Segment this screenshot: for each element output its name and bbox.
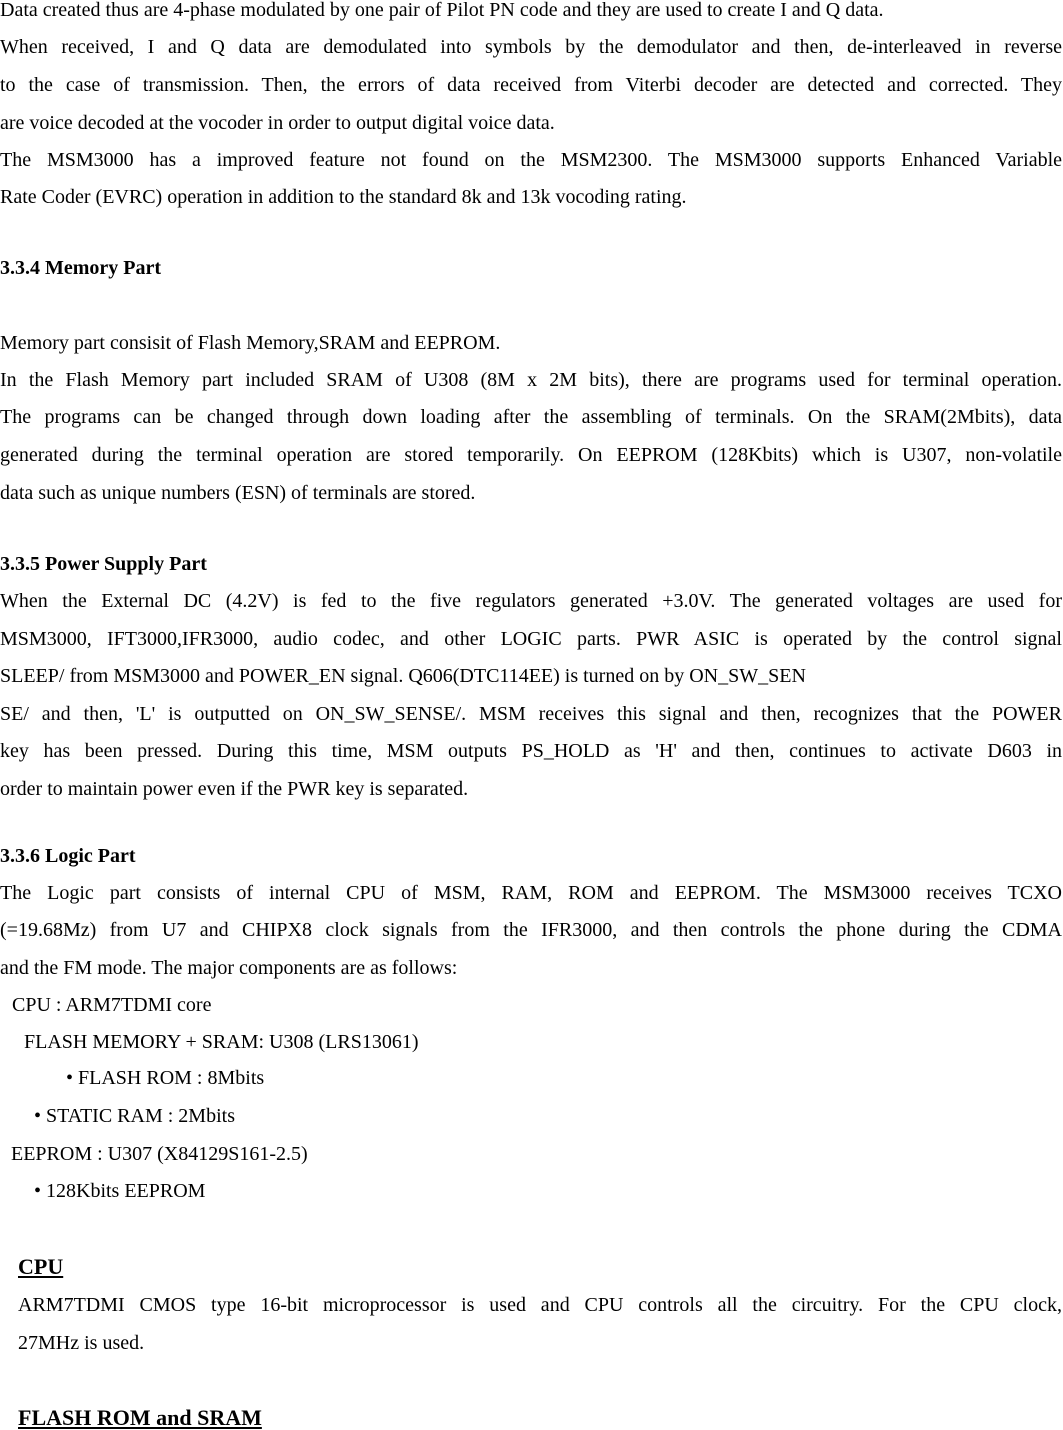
body-text-line: key has been pressed. During this time, MSM outputs PS_HOLD as 'H' and then, continues to activate D603 in	[0, 740, 1062, 762]
section-heading-power-supply: 3.3.5 Power Supply Part	[0, 553, 207, 575]
section-heading-memory: 3.3.4 Memory Part	[0, 257, 162, 279]
component-subitem: • FLASH ROM : 8Mbits	[66, 1067, 265, 1089]
body-text-line: Data created thus are 4-phase modulated by one pair of Pilot PN code and they are used to create I and Q data.	[0, 0, 884, 21]
subsection-heading-flash-rom-sram: FLASH ROM and SRAM	[18, 1405, 262, 1430]
body-text-line: order to maintain power even if the PWR key is separated.	[0, 778, 469, 800]
body-text-line: The Logic part consists of internal CPU of MSM, RAM, ROM and EEPROM. The MSM3000 receives TCXO	[0, 882, 1062, 904]
body-text-line: are voice decoded at the vocoder in order to output digital voice data.	[0, 112, 555, 134]
body-text-line: data such as unique numbers (ESN) of terminals are stored.	[0, 482, 476, 504]
section-heading-logic: 3.3.6 Logic Part	[0, 845, 136, 867]
body-text-line: and the FM mode. The major components are as follows:	[0, 957, 458, 979]
component-item: FLASH MEMORY + SRAM: U308 (LRS13061)	[24, 1031, 419, 1053]
body-text-line: SLEEP/ from MSM3000 and POWER_EN signal. Q606(DTC114EE) is turned on by ON_SW_SEN	[0, 665, 806, 687]
body-text-line: The programs can be changed through down loading after the assembling of terminals. On the SRAM(2Mbits), data	[0, 406, 1062, 428]
body-text-line: ARM7TDMI CMOS type 16-bit microprocessor is used and CPU controls all the circuitry. For the CPU clock,	[18, 1294, 1062, 1316]
body-text-line: When received, I and Q data are demodulated into symbols by the demodulator and then, de-interleaved in reverse	[0, 36, 1062, 58]
component-subitem: • 128Kbits EEPROM	[34, 1180, 206, 1202]
subsection-heading-cpu: CPU	[18, 1254, 64, 1279]
body-text-line: In the Flash Memory part included SRAM of U308 (8M x 2M bits), there are programs used for terminal operation.	[0, 369, 1062, 391]
body-text-line: When the External DC (4.2V) is fed to the five regulators generated +3.0V. The generated voltages are used for	[0, 590, 1062, 612]
component-item: EEPROM : U307 (X84129S161-2.5)	[11, 1143, 308, 1165]
component-item: CPU : ARM7TDMI core	[12, 994, 212, 1016]
body-text-line: generated during the terminal operation are stored temporarily. On EEPROM (128Kbits) which is U307, non-volatile	[0, 444, 1062, 466]
body-text-line: (=19.68Mz) from U7 and CHIPX8 clock signals from the IFR3000, and then controls the phone during the CDMA	[0, 919, 1062, 941]
body-text-line: Memory part consisit of Flash Memory,SRAM and EEPROM.	[0, 332, 501, 354]
body-text-line: SE/ and then, 'L' is outputted on ON_SW_SENSE/. MSM receives this signal and then, recognizes that the POWER	[0, 703, 1062, 725]
component-subitem: • STATIC RAM : 2Mbits	[34, 1105, 235, 1127]
body-text-line: MSM3000, IFT3000,IFR3000, audio codec, and other LOGIC parts. PWR ASIC is operated by the control signal	[0, 628, 1062, 650]
body-text-line: to the case of transmission. Then, the errors of data received from Viterbi decoder are detected and corrected. They	[0, 74, 1062, 96]
body-text-line: Rate Coder (EVRC) operation in addition to the standard 8k and 13k vocoding rating.	[0, 186, 687, 208]
body-text-line: 27MHz is used.	[18, 1332, 145, 1354]
body-text-line: The MSM3000 has a improved feature not found on the MSM2300. The MSM3000 supports Enhanced Variable	[0, 149, 1062, 171]
